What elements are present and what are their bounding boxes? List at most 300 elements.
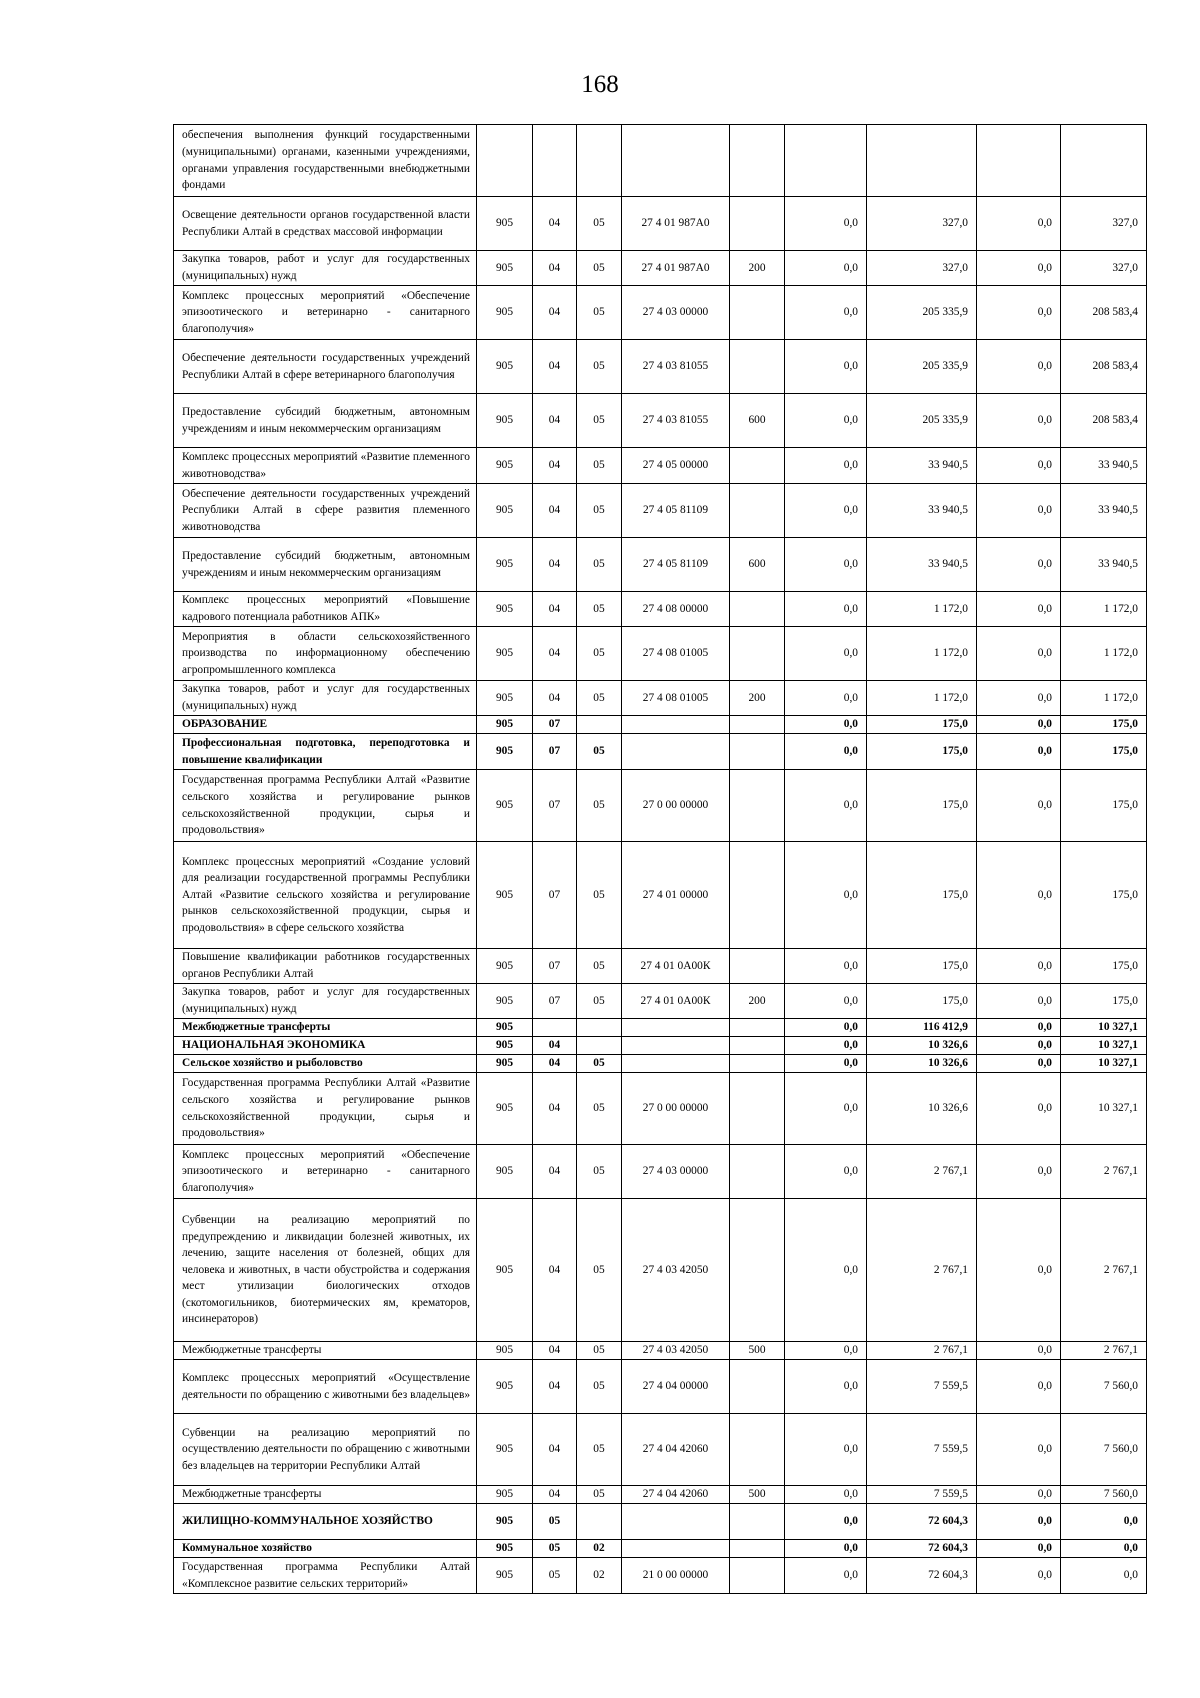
amount-b: 205 335,9 <box>867 394 977 448</box>
ved-code: 905 <box>477 770 533 842</box>
expense-type-code <box>730 1414 785 1486</box>
item-name: Освещение деятельности органов государственной власти Республики Алтай в средствах массовой информации <box>174 197 477 251</box>
ved-code: 905 <box>477 1055 533 1073</box>
expense-type-code <box>730 340 785 394</box>
target-article-code <box>622 1540 730 1558</box>
target-article-code: 27 0 00 00000 <box>622 1073 730 1145</box>
table-row <box>174 1055 1147 1073</box>
amount-d: 1 172,0 <box>1061 681 1147 716</box>
amount-b: 72 604,3 <box>867 1540 977 1558</box>
amount-a: 0,0 <box>785 770 867 842</box>
item-name: Закупка товаров, работ и услуг для государственных (муниципальных) нужд <box>174 984 477 1019</box>
ved-code: 905 <box>477 592 533 627</box>
table-row <box>174 1414 1147 1486</box>
table-row <box>174 394 1147 448</box>
table-body <box>174 125 1147 1594</box>
amount-a: 0,0 <box>785 734 867 770</box>
amount-a: 0,0 <box>785 592 867 627</box>
section-code: 04 <box>533 197 577 251</box>
expense-type-code <box>730 1558 785 1594</box>
amount-b: 327,0 <box>867 197 977 251</box>
amount-b: 205 335,9 <box>867 286 977 340</box>
target-article-code: 27 4 03 42050 <box>622 1199 730 1342</box>
subsection-code <box>577 716 622 734</box>
amount-b: 175,0 <box>867 842 977 949</box>
subsection-code <box>577 1504 622 1540</box>
amount-d: 33 940,5 <box>1061 538 1147 592</box>
subsection-code: 05 <box>577 770 622 842</box>
target-article-code: 27 4 05 81109 <box>622 538 730 592</box>
ved-code: 905 <box>477 984 533 1019</box>
amount-b: 175,0 <box>867 716 977 734</box>
amount-c <box>977 125 1061 197</box>
amount-c: 0,0 <box>977 716 1061 734</box>
target-article-code: 27 4 08 00000 <box>622 592 730 627</box>
subsection-code: 05 <box>577 394 622 448</box>
table-row <box>174 538 1147 592</box>
target-article-code <box>622 1019 730 1037</box>
budget-table <box>173 124 1147 1594</box>
amount-c: 0,0 <box>977 1055 1061 1073</box>
table-row <box>174 125 1147 197</box>
amount-a: 0,0 <box>785 538 867 592</box>
target-article-code: 27 4 04 42060 <box>622 1414 730 1486</box>
section-code: 04 <box>533 340 577 394</box>
amount-b: 7 559,5 <box>867 1414 977 1486</box>
amount-c: 0,0 <box>977 1486 1061 1504</box>
target-article-code <box>622 734 730 770</box>
ved-code: 905 <box>477 1558 533 1594</box>
table-row <box>174 1199 1147 1342</box>
target-article-code: 27 4 03 81055 <box>622 394 730 448</box>
expense-type-code <box>730 1199 785 1342</box>
expense-type-code <box>730 627 785 681</box>
ved-code: 905 <box>477 949 533 984</box>
amount-a: 0,0 <box>785 842 867 949</box>
item-name: Обеспечение деятельности государственных учреждений Республики Алтай в сфере развития племенного животноводства <box>174 484 477 538</box>
amount-b: 72 604,3 <box>867 1504 977 1540</box>
amount-b: 1 172,0 <box>867 627 977 681</box>
item-name: Повышение квалификации работников государственных органов Республики Алтай <box>174 949 477 984</box>
expense-type-code <box>730 1504 785 1540</box>
amount-d <box>1061 125 1147 197</box>
table-row <box>174 1145 1147 1199</box>
amount-d: 10 327,1 <box>1061 1037 1147 1055</box>
amount-c: 0,0 <box>977 770 1061 842</box>
amount-d: 0,0 <box>1061 1558 1147 1594</box>
expense-type-code: 500 <box>730 1486 785 1504</box>
subsection-code: 05 <box>577 984 622 1019</box>
item-name: Комплекс процессных мероприятий «Развитие племенного животноводства» <box>174 448 477 484</box>
amount-b: 72 604,3 <box>867 1558 977 1594</box>
amount-c: 0,0 <box>977 592 1061 627</box>
ved-code: 905 <box>477 1145 533 1199</box>
ved-code: 905 <box>477 1360 533 1414</box>
item-name: ОБРАЗОВАНИЕ <box>174 716 477 734</box>
item-name: Субвенции на реализацию мероприятий по предупреждению и ликвидации болезней животных, их лечению, защите населения от болезней, общих для человека и животных, в части обустройства и содержания мест утилизации биологических отходов (скотомогильников, биотермических ям, крематоров, инсинераторов) <box>174 1199 477 1342</box>
subsection-code <box>577 1037 622 1055</box>
amount-d: 175,0 <box>1061 770 1147 842</box>
section-code: 04 <box>533 1073 577 1145</box>
section-code <box>533 1019 577 1037</box>
section-code: 07 <box>533 716 577 734</box>
ved-code: 905 <box>477 394 533 448</box>
item-name: обеспечения выполнения функций государственными (муниципальными) органами, казенными учреждениями, органами управления государственными внебюджетными фондами <box>174 125 477 197</box>
amount-d: 0,0 <box>1061 1540 1147 1558</box>
subsection-code: 05 <box>577 627 622 681</box>
amount-a: 0,0 <box>785 1558 867 1594</box>
amount-c: 0,0 <box>977 197 1061 251</box>
amount-a: 0,0 <box>785 484 867 538</box>
amount-c: 0,0 <box>977 1504 1061 1540</box>
subsection-code: 05 <box>577 842 622 949</box>
amount-d: 327,0 <box>1061 251 1147 286</box>
amount-c: 0,0 <box>977 1037 1061 1055</box>
item-name: НАЦИОНАЛЬНАЯ ЭКОНОМИКА <box>174 1037 477 1055</box>
amount-b: 175,0 <box>867 984 977 1019</box>
target-article-code: 27 4 01 987А0 <box>622 197 730 251</box>
table-row <box>174 592 1147 627</box>
section-code: 04 <box>533 1055 577 1073</box>
section-code: 05 <box>533 1504 577 1540</box>
expense-type-code <box>730 1145 785 1199</box>
table-row <box>174 716 1147 734</box>
section-code: 04 <box>533 1145 577 1199</box>
subsection-code: 05 <box>577 197 622 251</box>
ved-code: 905 <box>477 681 533 716</box>
subsection-code: 05 <box>577 1360 622 1414</box>
table-row <box>174 1558 1147 1594</box>
target-article-code: 27 4 01 987А0 <box>622 251 730 286</box>
section-code: 07 <box>533 842 577 949</box>
amount-b: 7 559,5 <box>867 1360 977 1414</box>
ved-code: 905 <box>477 1019 533 1037</box>
subsection-code: 05 <box>577 484 622 538</box>
amount-b: 1 172,0 <box>867 681 977 716</box>
target-article-code: 27 4 01 0А00К <box>622 984 730 1019</box>
table-row <box>174 681 1147 716</box>
amount-d: 33 940,5 <box>1061 484 1147 538</box>
section-code: 04 <box>533 627 577 681</box>
table-row <box>174 842 1147 949</box>
expense-type-code: 200 <box>730 251 785 286</box>
amount-a: 0,0 <box>785 984 867 1019</box>
subsection-code: 05 <box>577 592 622 627</box>
item-name: Мероприятия в области сельскохозяйственного производства по информационному обеспечению агропромышленного комплекса <box>174 627 477 681</box>
amount-c: 0,0 <box>977 949 1061 984</box>
ved-code: 905 <box>477 1486 533 1504</box>
section-code: 05 <box>533 1540 577 1558</box>
item-name: Комплекс процессных мероприятий «Осуществление деятельности по обращению с животными без владельцев» <box>174 1360 477 1414</box>
amount-d: 175,0 <box>1061 716 1147 734</box>
target-article-code <box>622 1055 730 1073</box>
subsection-code: 02 <box>577 1540 622 1558</box>
amount-d: 0,0 <box>1061 1504 1147 1540</box>
section-code: 04 <box>533 1414 577 1486</box>
ved-code: 905 <box>477 716 533 734</box>
table-row <box>174 197 1147 251</box>
amount-b: 175,0 <box>867 734 977 770</box>
amount-b: 175,0 <box>867 949 977 984</box>
ved-code: 905 <box>477 251 533 286</box>
target-article-code: 27 4 03 00000 <box>622 1145 730 1199</box>
target-article-code: 27 4 03 81055 <box>622 340 730 394</box>
expense-type-code <box>730 1073 785 1145</box>
amount-b: 33 940,5 <box>867 484 977 538</box>
amount-a: 0,0 <box>785 1540 867 1558</box>
item-name: Коммунальное хозяйство <box>174 1540 477 1558</box>
table-row <box>174 251 1147 286</box>
subsection-code: 05 <box>577 1073 622 1145</box>
subsection-code: 05 <box>577 251 622 286</box>
amount-a: 0,0 <box>785 1360 867 1414</box>
ved-code: 905 <box>477 197 533 251</box>
amount-d: 7 560,0 <box>1061 1486 1147 1504</box>
expense-type-code <box>730 949 785 984</box>
table-row <box>174 1540 1147 1558</box>
ved-code: 905 <box>477 538 533 592</box>
item-name: Сельское хозяйство и рыболовство <box>174 1055 477 1073</box>
amount-c: 0,0 <box>977 1145 1061 1199</box>
amount-d: 2 767,1 <box>1061 1199 1147 1342</box>
expense-type-code <box>730 1360 785 1414</box>
ved-code: 905 <box>477 1199 533 1342</box>
section-code: 04 <box>533 1486 577 1504</box>
amount-a: 0,0 <box>785 448 867 484</box>
section-code: 05 <box>533 1558 577 1594</box>
amount-c: 0,0 <box>977 251 1061 286</box>
subsection-code: 05 <box>577 1199 622 1342</box>
amount-c: 0,0 <box>977 734 1061 770</box>
target-article-code: 27 4 01 00000 <box>622 842 730 949</box>
amount-c: 0,0 <box>977 984 1061 1019</box>
table-row <box>174 770 1147 842</box>
amount-b: 7 559,5 <box>867 1486 977 1504</box>
expense-type-code <box>730 1019 785 1037</box>
subsection-code: 05 <box>577 538 622 592</box>
ved-code: 905 <box>477 484 533 538</box>
amount-a <box>785 125 867 197</box>
expense-type-code <box>730 1540 785 1558</box>
table-row <box>174 1073 1147 1145</box>
table-row <box>174 1019 1147 1037</box>
item-name: Комплекс процессных мероприятий «Создание условий для реализации государственной программы Республики Алтай «Развитие сельского хозяйства и регулирование рынков сельскохозяйственной продукции, сырья и продовольствия» в сфере сельского хозяйства <box>174 842 477 949</box>
item-name: ЖИЛИЩНО-КОММУНАЛЬНОЕ ХОЗЯЙСТВО <box>174 1504 477 1540</box>
ved-code: 905 <box>477 1414 533 1486</box>
target-article-code <box>622 125 730 197</box>
amount-d: 175,0 <box>1061 842 1147 949</box>
subsection-code: 05 <box>577 681 622 716</box>
amount-d: 208 583,4 <box>1061 340 1147 394</box>
ved-code: 905 <box>477 286 533 340</box>
amount-a: 0,0 <box>785 1414 867 1486</box>
table-row <box>174 448 1147 484</box>
amount-b: 1 172,0 <box>867 592 977 627</box>
ved-code <box>477 125 533 197</box>
table-row <box>174 286 1147 340</box>
target-article-code: 27 4 05 00000 <box>622 448 730 484</box>
target-article-code <box>622 1037 730 1055</box>
item-name: Закупка товаров, работ и услуг для государственных (муниципальных) нужд <box>174 681 477 716</box>
amount-b: 2 767,1 <box>867 1342 977 1360</box>
expense-type-code: 600 <box>730 394 785 448</box>
expense-type-code: 500 <box>730 1342 785 1360</box>
section-code: 04 <box>533 1037 577 1055</box>
target-article-code: 27 4 05 81109 <box>622 484 730 538</box>
section-code: 04 <box>533 394 577 448</box>
amount-c: 0,0 <box>977 1558 1061 1594</box>
amount-a: 0,0 <box>785 1342 867 1360</box>
section-code: 07 <box>533 949 577 984</box>
amount-c: 0,0 <box>977 448 1061 484</box>
amount-c: 0,0 <box>977 340 1061 394</box>
item-name: Комплекс процессных мероприятий «Обеспечение эпизоотического и ветеринарно - санитарного благополучия» <box>174 1145 477 1199</box>
expense-type-code <box>730 734 785 770</box>
target-article-code: 27 4 08 01005 <box>622 681 730 716</box>
subsection-code: 05 <box>577 949 622 984</box>
amount-a: 0,0 <box>785 949 867 984</box>
ved-code: 905 <box>477 627 533 681</box>
item-name: Государственная программа Республики Алтай «Развитие сельского хозяйства и регулирование рынков сельскохозяйственной продукции, сырья и продовольствия» <box>174 770 477 842</box>
target-article-code: 27 4 04 42060 <box>622 1486 730 1504</box>
amount-b: 2 767,1 <box>867 1145 977 1199</box>
amount-d: 10 327,1 <box>1061 1073 1147 1145</box>
amount-b: 2 767,1 <box>867 1199 977 1342</box>
item-name: Межбюджетные трансферты <box>174 1019 477 1037</box>
table-row <box>174 1037 1147 1055</box>
target-article-code: 27 4 04 00000 <box>622 1360 730 1414</box>
amount-b: 10 326,6 <box>867 1073 977 1145</box>
subsection-code <box>577 125 622 197</box>
section-code: 04 <box>533 538 577 592</box>
target-article-code: 27 4 01 0А00К <box>622 949 730 984</box>
amount-d: 1 172,0 <box>1061 627 1147 681</box>
amount-d: 7 560,0 <box>1061 1414 1147 1486</box>
expense-type-code <box>730 770 785 842</box>
amount-a: 0,0 <box>785 394 867 448</box>
amount-a: 0,0 <box>785 1019 867 1037</box>
amount-a: 0,0 <box>785 627 867 681</box>
amount-d: 2 767,1 <box>1061 1145 1147 1199</box>
amount-c: 0,0 <box>977 842 1061 949</box>
item-name: Обеспечение деятельности государственных учреждений Республики Алтай в сфере ветеринарного благополучия <box>174 340 477 394</box>
section-code: 04 <box>533 1199 577 1342</box>
amount-a: 0,0 <box>785 340 867 394</box>
item-name: Профессиональная подготовка, переподготовка и повышение квалификации <box>174 734 477 770</box>
subsection-code: 05 <box>577 734 622 770</box>
target-article-code <box>622 716 730 734</box>
expense-type-code <box>730 842 785 949</box>
amount-d: 7 560,0 <box>1061 1360 1147 1414</box>
amount-d: 1 172,0 <box>1061 592 1147 627</box>
expense-type-code <box>730 1055 785 1073</box>
amount-a: 0,0 <box>785 1199 867 1342</box>
amount-b: 33 940,5 <box>867 538 977 592</box>
ved-code: 905 <box>477 1073 533 1145</box>
ved-code: 905 <box>477 448 533 484</box>
amount-c: 0,0 <box>977 1019 1061 1037</box>
subsection-code: 05 <box>577 286 622 340</box>
ved-code: 905 <box>477 842 533 949</box>
expense-type-code <box>730 125 785 197</box>
amount-a: 0,0 <box>785 251 867 286</box>
table-row <box>174 1360 1147 1414</box>
section-code: 04 <box>533 484 577 538</box>
amount-c: 0,0 <box>977 394 1061 448</box>
subsection-code: 05 <box>577 1486 622 1504</box>
amount-c: 0,0 <box>977 484 1061 538</box>
amount-a: 0,0 <box>785 681 867 716</box>
expense-type-code <box>730 197 785 251</box>
amount-d: 10 327,1 <box>1061 1019 1147 1037</box>
target-article-code: 27 4 08 01005 <box>622 627 730 681</box>
amount-c: 0,0 <box>977 1342 1061 1360</box>
amount-c: 0,0 <box>977 1540 1061 1558</box>
section-code: 07 <box>533 734 577 770</box>
item-name: Государственная программа Республики Алтай «Развитие сельского хозяйства и регулирование рынков сельскохозяйственной продукции, сырья и продовольствия» <box>174 1073 477 1145</box>
ved-code: 905 <box>477 1342 533 1360</box>
section-code: 04 <box>533 448 577 484</box>
amount-b: 33 940,5 <box>867 448 977 484</box>
target-article-code: 21 0 00 00000 <box>622 1558 730 1594</box>
amount-b: 116 412,9 <box>867 1019 977 1037</box>
table-row <box>174 1504 1147 1540</box>
section-code: 04 <box>533 592 577 627</box>
amount-a: 0,0 <box>785 197 867 251</box>
amount-a: 0,0 <box>785 716 867 734</box>
expense-type-code <box>730 484 785 538</box>
table-row <box>174 984 1147 1019</box>
amount-a: 0,0 <box>785 1055 867 1073</box>
section-code: 07 <box>533 770 577 842</box>
subsection-code: 05 <box>577 1055 622 1073</box>
amount-c: 0,0 <box>977 538 1061 592</box>
amount-c: 0,0 <box>977 1073 1061 1145</box>
table-row <box>174 1342 1147 1360</box>
item-name: Предоставление субсидий бюджетным, автономным учреждениям и иным некоммерческим организациям <box>174 538 477 592</box>
ved-code: 905 <box>477 1504 533 1540</box>
target-article-code: 27 4 03 42050 <box>622 1342 730 1360</box>
ved-code: 905 <box>477 1540 533 1558</box>
expense-type-code <box>730 286 785 340</box>
amount-d: 175,0 <box>1061 984 1147 1019</box>
section-code: 04 <box>533 1360 577 1414</box>
subsection-code: 05 <box>577 448 622 484</box>
item-name: Предоставление субсидий бюджетным, автономным учреждениям и иным некоммерческим организациям <box>174 394 477 448</box>
amount-a: 0,0 <box>785 1073 867 1145</box>
amount-c: 0,0 <box>977 1199 1061 1342</box>
expense-type-code: 200 <box>730 984 785 1019</box>
amount-a: 0,0 <box>785 1504 867 1540</box>
expense-type-code <box>730 1037 785 1055</box>
amount-d: 175,0 <box>1061 734 1147 770</box>
amount-d: 208 583,4 <box>1061 394 1147 448</box>
ved-code: 905 <box>477 734 533 770</box>
table-row <box>174 627 1147 681</box>
item-name: Государственная программа Республики Алтай «Комплексное развитие сельских территорий» <box>174 1558 477 1594</box>
amount-a: 0,0 <box>785 1486 867 1504</box>
section-code <box>533 125 577 197</box>
amount-c: 0,0 <box>977 286 1061 340</box>
subsection-code: 05 <box>577 1342 622 1360</box>
amount-c: 0,0 <box>977 627 1061 681</box>
target-article-code: 27 4 03 00000 <box>622 286 730 340</box>
table-row <box>174 949 1147 984</box>
item-name: Межбюджетные трансферты <box>174 1486 477 1504</box>
amount-d: 208 583,4 <box>1061 286 1147 340</box>
item-name: Комплекс процессных мероприятий «Обеспечение эпизоотического и ветеринарно - санитарного благополучия» <box>174 286 477 340</box>
expense-type-code: 600 <box>730 538 785 592</box>
